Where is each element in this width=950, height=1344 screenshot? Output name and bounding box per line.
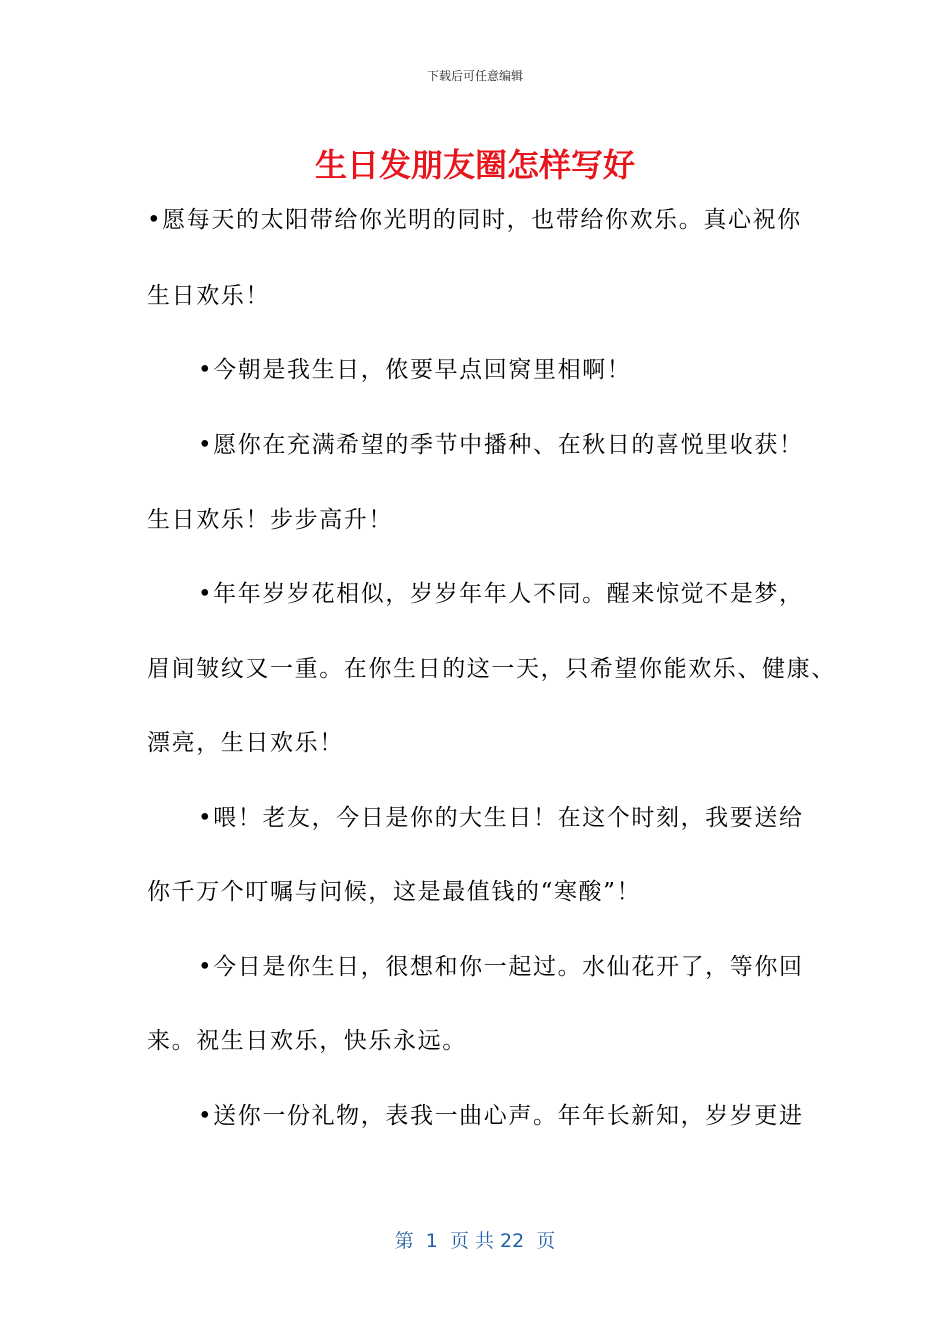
body-line: •年年岁岁花相似，岁岁年年人不同。醒来惊觉不是梦，	[198, 581, 804, 607]
body-line: •愿你在充满希望的季节中播种、在秋日的喜悦里收获！	[198, 432, 804, 458]
body-line: •愿每天的太阳带给你光明的同时，也带给你欢乐。真心祝你	[147, 207, 802, 233]
page-footer: 第 1 页 共 22 页	[394, 1230, 556, 1252]
body-line: •今朝是我生日，侬要早点回窝里相啊！	[198, 357, 632, 383]
body-line: 你千万个叮嘱与问候，这是最值钱的“寒酸”！	[147, 879, 642, 905]
body-line: 生日欢乐！	[147, 283, 270, 309]
page-title: 生日发朋友圈怎样写好	[314, 146, 635, 184]
body-line: 来。祝生日欢乐，快乐永远。	[147, 1028, 467, 1054]
body-line: •喂！老友，今日是你的大生日！在这个时刻，我要送给	[198, 805, 804, 831]
body-line: 眉间皱纹又一重。在你生日的这一天，只希望你能欢乐、健康、	[147, 656, 836, 682]
body-line: 生日欢乐！步步高升！	[147, 507, 393, 533]
body-line: 漂亮，生日欢乐！	[147, 730, 344, 756]
header-note: 下载后可任意编辑	[426, 69, 523, 83]
body-line: •送你一份礼物，表我一曲心声。年年长新知，岁岁更进	[198, 1103, 804, 1129]
body-line: •今日是你生日，很想和你一起过。水仙花开了，等你回	[198, 954, 804, 980]
